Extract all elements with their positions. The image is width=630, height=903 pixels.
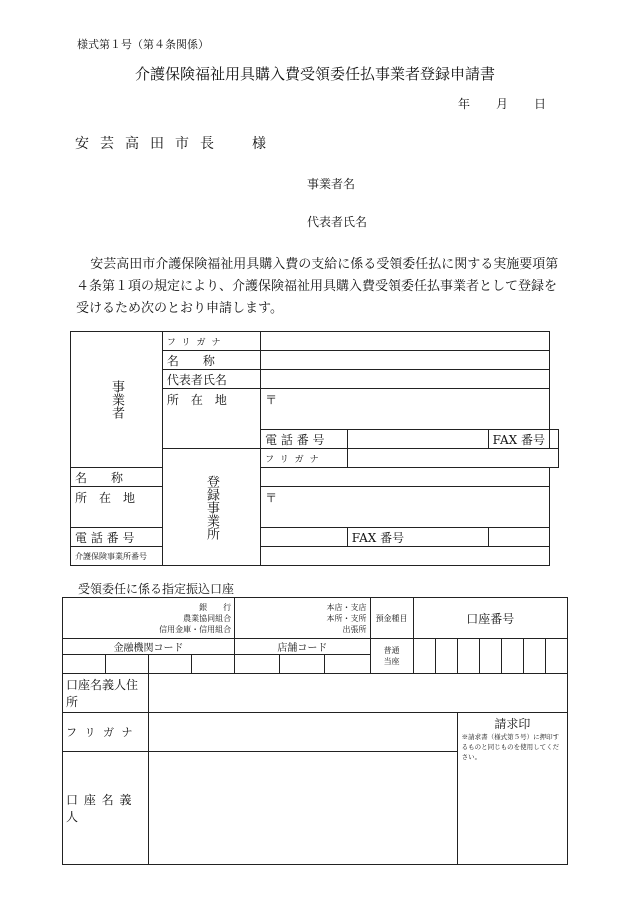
group-business-label: 事業者	[71, 332, 163, 468]
bank-code-digit-2[interactable]	[106, 655, 149, 674]
business-phone-label: 電 話 番 号	[261, 430, 348, 449]
bank-code-digit-4[interactable]	[192, 655, 235, 674]
business-fax-field[interactable]	[550, 430, 559, 449]
bank-type-credit: 信用金庫・信用組合	[159, 624, 232, 634]
business-furigana-label: フリガナ	[162, 332, 260, 351]
rep-name-field[interactable]	[261, 370, 550, 389]
account-digit-5[interactable]	[501, 639, 523, 674]
date-year-label: 年	[458, 97, 471, 111]
form-label: 様式第１号（第４条関係）	[77, 38, 209, 51]
holder-name-field[interactable]	[149, 752, 458, 865]
bank-account-table	[62, 597, 568, 865]
branch-code-digit-3[interactable]	[325, 655, 370, 674]
office-furigana-label: フリガナ	[261, 449, 348, 468]
bank-code-digit-3[interactable]	[149, 655, 192, 674]
branch-code-digit-2[interactable]	[280, 655, 325, 674]
office-phone-label: 電 話 番 号	[71, 528, 163, 547]
branch-type-office: 本所・支所	[326, 613, 367, 623]
account-digit-6[interactable]	[523, 639, 545, 674]
account-digit-1[interactable]	[413, 639, 435, 674]
account-digit-4[interactable]	[479, 639, 501, 674]
office-number-label: 介護保険事業所番号	[71, 547, 163, 566]
holder-name-label: 口 座 名 義 人	[63, 752, 149, 865]
office-fax-field[interactable]	[488, 528, 549, 547]
bank-type-bank: 銀 行	[199, 602, 232, 612]
bank-account-section-title: 受領委任に係る指定振込口座	[78, 582, 235, 596]
account-digit-7[interactable]	[545, 639, 567, 674]
account-digit-2[interactable]	[435, 639, 457, 674]
office-furigana-field[interactable]	[347, 449, 558, 468]
account-number-label: 口座番号	[413, 598, 567, 639]
deposit-type-label: 預金種目	[370, 598, 413, 639]
application-paragraph: 安芸高田市介護保険福祉用具購入費の支給に係る受領委任払に関する実施要項第４条第１項の規定により、介護保険福祉用具購入費受領委任払事業者として登録を受けるため次のとおり申請します。	[76, 257, 559, 316]
addressee: 安芸高田市長	[75, 136, 225, 152]
seal-area[interactable]	[457, 713, 567, 865]
bank-type-coop: 農業協同組合	[183, 613, 232, 623]
business-phone-field[interactable]	[347, 430, 488, 449]
seal-note: ※請求書（様式第５号）に押印するものと同じものを使用してください。	[461, 733, 560, 761]
office-name-field[interactable]	[261, 468, 550, 487]
date-month-label: 月	[496, 97, 509, 111]
bank-code-label: 金融機関コード	[63, 639, 235, 655]
branch-type-outpost: 出張所	[342, 624, 367, 634]
bank-code-digit-1[interactable]	[63, 655, 106, 674]
office-address-field[interactable]	[261, 487, 550, 528]
group-office-label: 登録事業所	[162, 449, 260, 566]
deposit-option-ordinary: 普通	[383, 646, 400, 655]
business-address-field[interactable]	[261, 389, 550, 430]
honorific: 様	[252, 136, 266, 152]
business-address-label: 所 在 地	[162, 389, 260, 449]
business-name-field[interactable]	[261, 351, 550, 370]
business-fax-label: FAX 番号	[488, 430, 549, 449]
business-name-cell-label: 名 称	[162, 351, 260, 370]
office-name-label: 名 称	[71, 468, 163, 487]
holder-address-field[interactable]	[149, 674, 568, 713]
holder-furigana-field[interactable]	[149, 713, 458, 752]
business-name-label: 事業者名	[307, 177, 356, 191]
branch-code-label: 店舗コード	[235, 639, 370, 655]
postal-mark: 〒	[265, 393, 278, 407]
deposit-options[interactable]	[370, 639, 413, 674]
seal-title: 請求印	[494, 717, 531, 731]
office-phone-field[interactable]	[261, 528, 348, 547]
postal-mark: 〒	[265, 491, 278, 505]
representative-label: 代表者氏名	[307, 215, 368, 229]
office-address-label: 所 在 地	[71, 487, 163, 528]
office-fax-label: FAX 番号	[347, 528, 488, 547]
holder-address-label: 口座名義人住所	[63, 674, 149, 713]
business-info-table	[70, 331, 559, 566]
branch-type-main: 本店・支店	[326, 602, 367, 612]
branch-type-cell[interactable]	[235, 598, 370, 639]
rep-name-label: 代表者氏名	[162, 370, 260, 389]
business-furigana-field[interactable]	[261, 332, 550, 351]
account-digit-3[interactable]	[457, 639, 479, 674]
office-number-field[interactable]	[261, 547, 550, 566]
holder-furigana-label: フ リ ガ ナ	[63, 713, 149, 752]
date-day-label: 日	[534, 97, 547, 111]
bank-type-cell[interactable]	[63, 598, 235, 639]
deposit-option-checking: 当座	[383, 657, 400, 666]
page-title: 介護保険福祉用具購入費受領委任払事業者登録申請書	[134, 65, 495, 83]
branch-code-digit-1[interactable]	[235, 655, 280, 674]
